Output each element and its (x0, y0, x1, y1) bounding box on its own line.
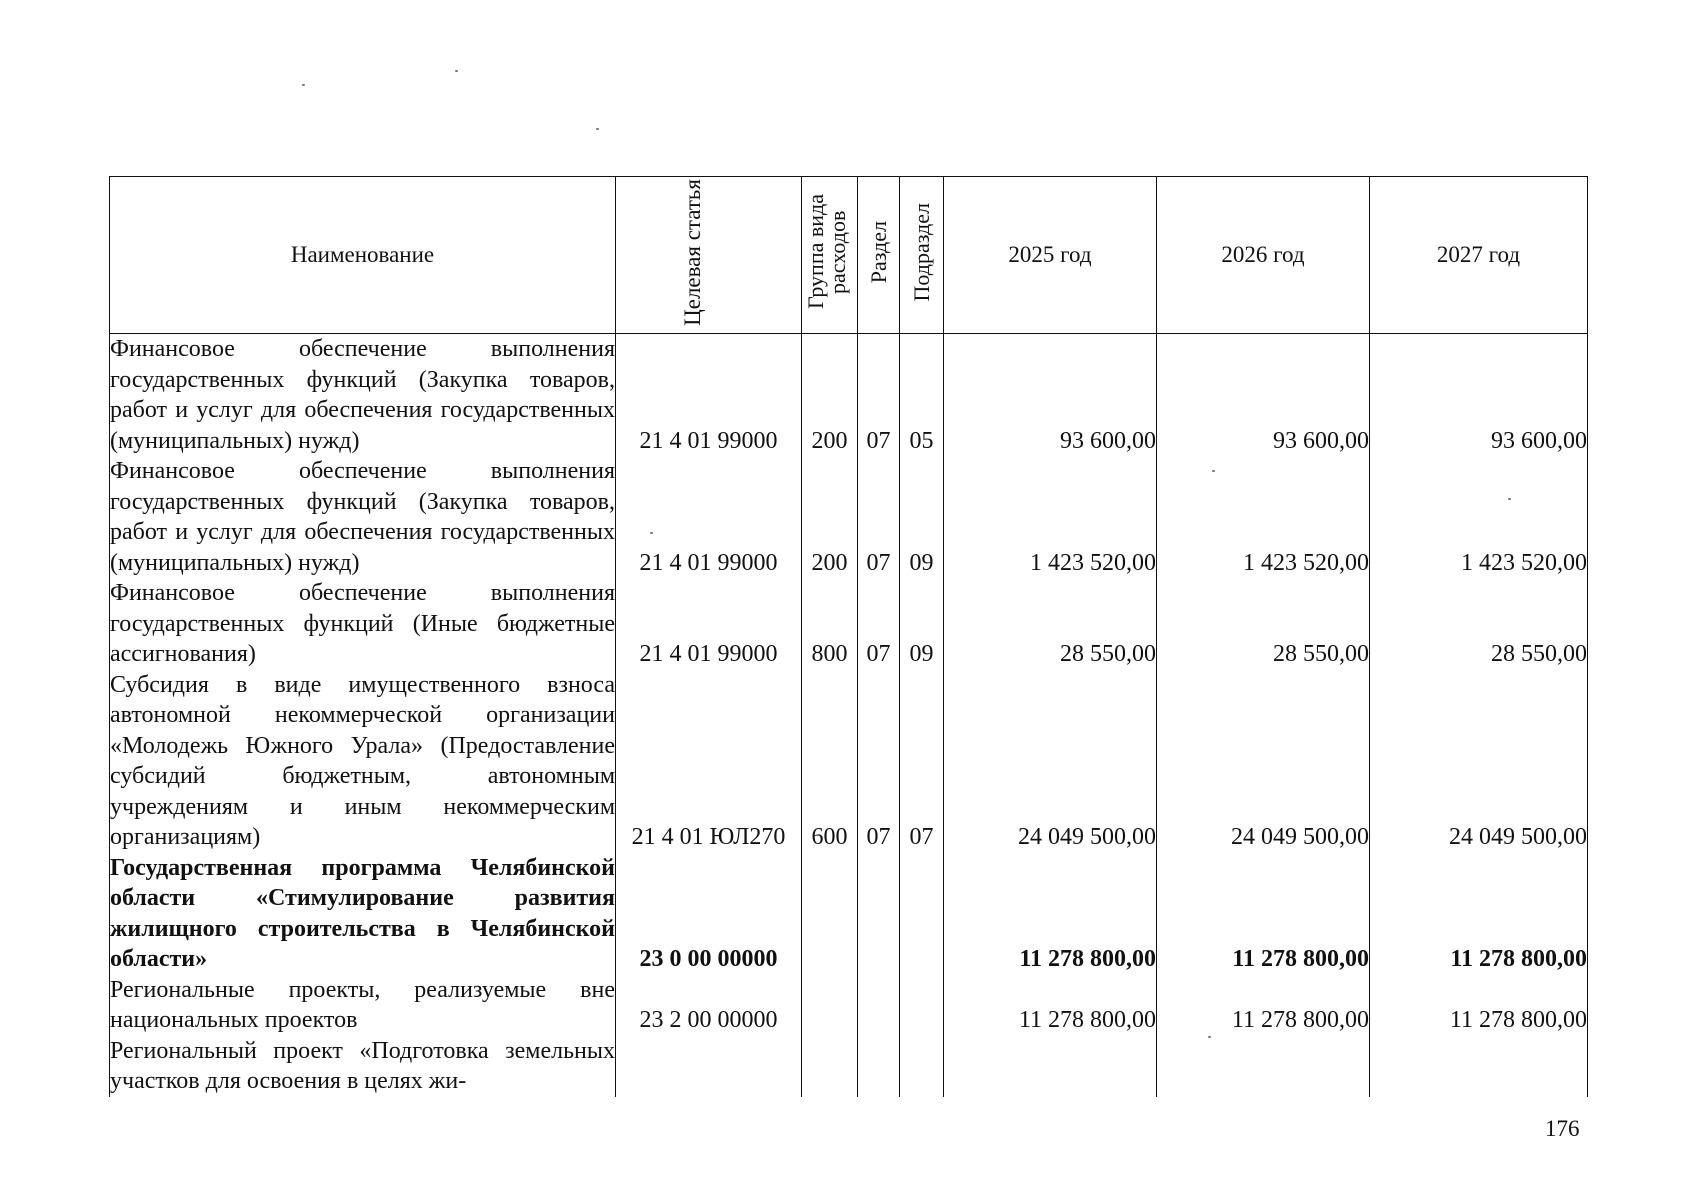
row-subsection (900, 853, 944, 975)
row-name-text: Региональные проекты, реализуемые вне национальных проектов (110, 976, 615, 1033)
table-header (110, 177, 1588, 334)
row-amount-2026 (1157, 1036, 1370, 1097)
header-name: Наименование (110, 177, 616, 334)
header-2027: 2027 год (1370, 177, 1588, 334)
table-row (110, 975, 1588, 1036)
row-name (110, 670, 616, 853)
row-section (858, 975, 900, 1036)
row-amount-2026: 28 550,00 (1157, 578, 1370, 670)
row-target-article (616, 1036, 802, 1097)
scan-speck (1508, 498, 1511, 500)
row-amount-2025: 93 600,00 (944, 334, 1157, 457)
row-expense-group: 600 (802, 670, 858, 853)
row-name-text: Государственная программа Челябинской области «Стимулирование развития жилищного строительства в Челябинской области» (110, 854, 615, 972)
row-amount-2027: 11 278 800,00 (1370, 975, 1588, 1036)
row-name (110, 334, 616, 457)
row-name-text: Финансовое обеспечение выполнения государственных функций (Закупка товаров, работ и услуг для обеспечения государственных (муниципальных) нужд) (110, 458, 615, 576)
row-expense-group (802, 975, 858, 1036)
row-target-article: 21 4 01 ЮЛ270 (616, 670, 802, 853)
header-section (858, 177, 900, 334)
row-expense-group: 200 (802, 334, 858, 457)
row-subsection: 07 (900, 670, 944, 853)
table-row (110, 456, 1588, 578)
row-amount-2025: 28 550,00 (944, 578, 1157, 670)
row-subsection: 09 (900, 456, 944, 578)
row-section: 07 (858, 578, 900, 670)
row-section (858, 853, 900, 975)
row-section: 07 (858, 456, 900, 578)
row-expense-group (802, 853, 858, 975)
row-expense-group: 200 (802, 456, 858, 578)
row-target-article: 21 4 01 99000 (616, 334, 802, 457)
row-expense-group (802, 1036, 858, 1097)
table-body (110, 334, 1588, 1097)
scan-speck (1212, 470, 1215, 472)
row-name (110, 975, 616, 1036)
row-target-article: 21 4 01 99000 (616, 578, 802, 670)
row-amount-2025: 1 423 520,00 (944, 456, 1157, 578)
table-row (110, 670, 1588, 853)
row-amount-2027: 28 550,00 (1370, 578, 1588, 670)
header-expense-group (802, 177, 858, 334)
header-section-text: Раздел (865, 220, 891, 284)
row-section: 07 (858, 334, 900, 457)
row-amount-2025 (944, 1036, 1157, 1097)
header-target-article-text: Целевая статья (679, 178, 705, 326)
row-amount-2026: 93 600,00 (1157, 334, 1370, 457)
scan-speck (455, 70, 458, 72)
row-amount-2027: 11 278 800,00 (1370, 853, 1588, 975)
row-amount-2027 (1370, 1036, 1588, 1097)
budget-table (109, 176, 1588, 1097)
row-name-text: Субсидия в виде имущественного взноса автономной некоммерческой организации «Молодежь Южного Урала» (Предоставление субсидий бюджетным, автономным учреждениям и иным некоммерческим организациям) (110, 671, 615, 850)
header-2025: 2025 год (944, 177, 1157, 334)
table-row (110, 334, 1588, 457)
row-amount-2025: 24 049 500,00 (944, 670, 1157, 853)
table-row (110, 1036, 1588, 1097)
row-target-article: 23 0 00 00000 (616, 853, 802, 975)
row-amount-2026: 1 423 520,00 (1157, 456, 1370, 578)
header-subsection (900, 177, 944, 334)
header-target-article (616, 177, 802, 334)
row-amount-2027: 1 423 520,00 (1370, 456, 1588, 578)
table-row (110, 853, 1588, 975)
row-name-text: Региональный проект «Подготовка земельных участков для освоения в целях жи- (110, 1037, 615, 1094)
row-amount-2026: 11 278 800,00 (1157, 853, 1370, 975)
row-name (110, 1036, 616, 1097)
row-amount-2025: 11 278 800,00 (944, 853, 1157, 975)
row-subsection: 09 (900, 578, 944, 670)
page-number: 176 (1545, 1116, 1580, 1141)
row-subsection (900, 1036, 944, 1097)
row-subsection: 05 (900, 334, 944, 457)
table-row (110, 578, 1588, 670)
scan-speck (1208, 1036, 1211, 1038)
row-name (110, 456, 616, 578)
row-target-article: 23 2 00 00000 (616, 975, 802, 1036)
row-amount-2027: 24 049 500,00 (1370, 670, 1588, 853)
row-section (858, 1036, 900, 1097)
row-name (110, 853, 616, 975)
header-expense-group-text: Группа вида расходов (802, 194, 850, 310)
row-amount-2026: 11 278 800,00 (1157, 975, 1370, 1036)
header-2026: 2026 год (1157, 177, 1370, 334)
row-expense-group: 800 (802, 578, 858, 670)
scan-speck (650, 532, 653, 534)
row-target-article: 21 4 01 99000 (616, 456, 802, 578)
row-name-text: Финансовое обеспечение выполнения государственных функций (Иные бюджетные ассигнования) (110, 580, 615, 667)
row-name (110, 578, 616, 670)
scan-speck (302, 84, 305, 86)
row-amount-2026: 24 049 500,00 (1157, 670, 1370, 853)
row-subsection (900, 975, 944, 1036)
row-amount-2025: 11 278 800,00 (944, 975, 1157, 1036)
scan-speck (596, 128, 599, 130)
header-subsection-text: Подраздел (908, 202, 934, 302)
row-name-text: Финансовое обеспечение выполнения государственных функций (Закупка товаров, работ и услуг для обеспечения государственных (муниципальных) нужд) (110, 336, 615, 454)
row-section: 07 (858, 670, 900, 853)
row-amount-2027: 93 600,00 (1370, 334, 1588, 457)
